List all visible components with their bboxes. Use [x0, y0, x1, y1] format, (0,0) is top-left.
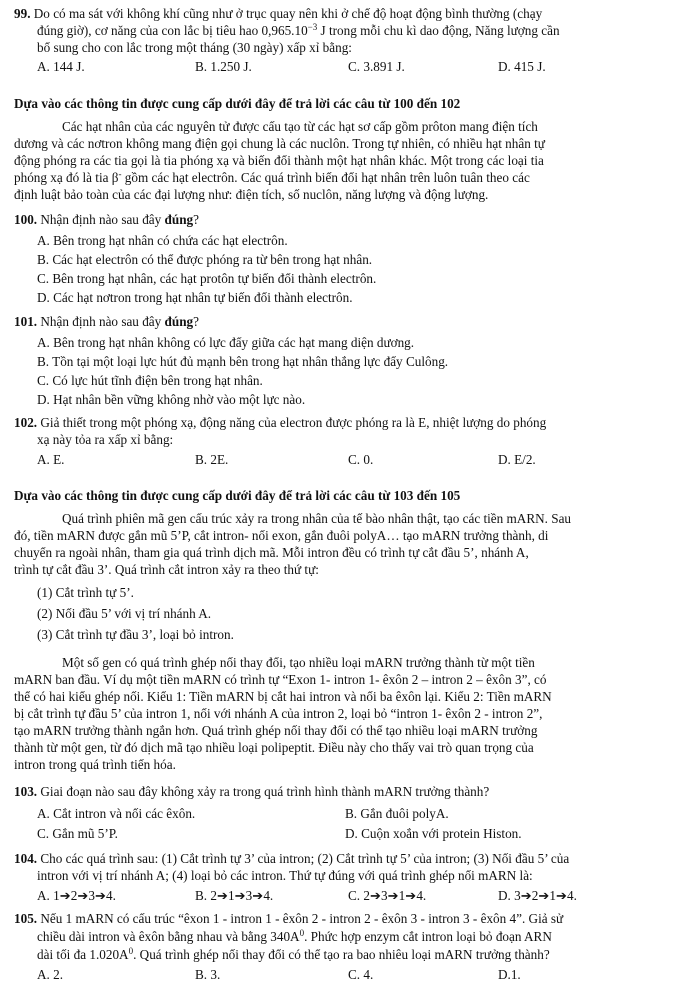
q101-stem — [14, 314, 199, 330]
q104-text: Cho các quá trình sau: (1) Cắt trình tự 3’ của intron; (2) Cắt trình tự 5’ của intron; (3) Nối đầu 5’ của — [37, 851, 570, 866]
q105-line3 — [37, 947, 550, 963]
q102-option-c: C. 0. — [348, 452, 374, 467]
section2-paragraph2-line1: Một số gen có quá trình ghép nối thay đổi, tạo nhiều loại mARN trưởng thành từ một tiền — [62, 655, 535, 670]
q104-option-c: C. 2➔3➔1➔4. — [348, 888, 427, 903]
q100-stem — [14, 212, 199, 228]
q105-superscript-2: 0 — [128, 946, 134, 956]
section2-paragraph2-line5: tạo mARN trưởng thành ngắn hơn. Quá trình ghép nối thay đổi có thể tạo nhiều loại mARN trưởng — [14, 723, 538, 738]
q99-text: Do có ma sát với không khí cũng như ở trục quay nên khi ở chế độ hoạt động bình thường (chạy — [30, 6, 543, 21]
q99-option-a: A. 144 J. — [37, 59, 85, 74]
q101-keyword: đúng — [164, 314, 194, 329]
section2-step-3: (3) Cắt trình tự đầu 3’, loại bỏ intron. — [37, 627, 234, 642]
q102-number: 102. — [14, 415, 38, 430]
q101-text: Nhận định nào sau đây — [37, 314, 165, 329]
q104-number: 104. — [14, 851, 38, 866]
q99-option-c: C. 3.891 J. — [348, 59, 405, 74]
q102-option-a: A. E. — [37, 452, 65, 467]
q101-option-d: D. Hạt nhân bền vững không nhờ vào một lực nào. — [37, 392, 306, 407]
section2-paragraph1-line4: trình tự cắt đầu 3’. Quá trình cắt intron xảy ra theo thứ tự: — [14, 562, 319, 577]
section2-paragraph2-line4: bị cắt trình tự đầu 5’ của intron 1, nối với nhánh A của intron 2, loại bỏ “intron 1- êxôn 2 - intron 2”, — [14, 706, 543, 721]
q99-number: 99. — [14, 6, 31, 21]
q102-line2: xạ này tỏa ra xấp xỉ bằng: — [37, 432, 174, 447]
section1-text-b: gồm các hạt electrôn. Các quá trình biến đổi hạt nhân trên luôn tuân theo các — [121, 170, 530, 185]
q100-text: Nhận định nào sau đây — [37, 212, 165, 227]
q105-text-d: . Quá trình ghép nối thay đổi có thể tạo ra bao nhiêu loại mARN trưởng thành? — [133, 947, 550, 962]
q100-keyword: đúng — [164, 212, 194, 227]
q104-option-b: B. 2➔1➔3➔4. — [195, 888, 274, 903]
q100-option-d: D. Các hạt nơtron trong hạt nhân tự biến đổi thành electrôn. — [37, 290, 353, 305]
q103-option-c: C. Gắn mũ 5’P. — [37, 826, 118, 841]
q104-line1 — [14, 851, 569, 867]
q105-option-d: D.1. — [498, 967, 521, 982]
q103-number: 103. — [14, 784, 38, 799]
q101-number: 101. — [14, 314, 38, 329]
q101-option-b: B. Tồn tại một loại lực hút đủ mạnh bên trong hạt nhân thắng lực đẩy Culông. — [37, 354, 449, 369]
section1-paragraph-line5: định luật bảo toàn của các đại lượng như: điện tích, số nuclôn, năng lượng và động lượng. — [14, 187, 489, 202]
q104-option-d: D. 3➔2➔1➔4. — [498, 888, 577, 903]
section1-paragraph-line2: dương và các nơtron không mang điện gọi chung là các nuclôn. Trong tự nhiên, có nhiều hạt nhân tự — [14, 136, 545, 151]
q99-line3: bổ sung cho con lắc trong một tháng (30 ngày) xấp xỉ bằng: — [37, 40, 352, 55]
section1-text-a: phóng xạ đó là tia β — [14, 170, 119, 185]
q105-line1 — [14, 911, 563, 927]
q103-option-a: A. Cắt intron và nối các êxôn. — [37, 806, 196, 821]
q100-option-a: A. Bên trong hạt nhân có chứa các hạt electrôn. — [37, 233, 288, 248]
section2-paragraph2-line6: thành từ một gen, từ đó dịch mã tạo nhiều loại polipeptit. Điều này cho thấy vai trò quan trọng của — [14, 740, 534, 755]
q105-text-c: dài tối đa 1.020A — [37, 947, 129, 962]
q102-option-d: D. E/2. — [498, 452, 536, 467]
q101-option-a: A. Bên trong hạt nhân không có lực đẩy giữa các hạt mang diện dương. — [37, 335, 415, 350]
q103-text: Giai đoạn nào sau đây không xảy ra trong quá trình hình thành mARN trưởng thành? — [37, 784, 490, 799]
q105-option-b: B. 3. — [195, 967, 221, 982]
section2-heading: Dựa vào các thông tin được cung cấp dưới đây để trả lời các câu từ 103 đến 105 — [14, 488, 461, 503]
q101-option-c: C. Có lực hút tĩnh điện bên trong hạt nhân. — [37, 373, 263, 388]
section2-paragraph1-line3: chuyển ra ngoài nhân, tham gia quá trình dịch mã. Mỗi intron đều có trình tự cắt đầu 5’, nhánh A, — [14, 545, 529, 560]
q100-option-c: C. Bên trong hạt nhân, các hạt protôn tự biến đổi thành electrôn. — [37, 271, 377, 286]
q99-option-d: D. 415 J. — [498, 59, 546, 74]
q105-option-a: A. 2. — [37, 967, 64, 982]
q99-text-a: đúng giờ), cơ năng của con lắc bị tiêu hao 0,965.10 — [37, 23, 308, 38]
q105-number: 105. — [14, 911, 38, 926]
q103-option-b: B. Gắn đuôi polyA. — [345, 806, 449, 821]
q100-option-b: B. Các hạt electrôn có thể được phóng ra từ bên trong hạt nhân. — [37, 252, 373, 267]
q105-text-b: . Phức hợp enzym cắt intron loại bỏ đoạn ARN — [304, 929, 552, 944]
q105-text: Nếu 1 mARN có cấu trúc “êxon 1 - intron 1 - êxôn 2 - intron 2 - êxôn 3 - intron 3 - êxôn 4”. Giả sử — [37, 911, 564, 926]
section2-paragraph1-line2: đó, tiền mARN được gắn mũ 5’P, cắt intron- nối exon, gắn đuôi polyA… tạo mARN trưởng thành, di — [14, 528, 549, 543]
section2-step-1: (1) Cắt trình tự 5’. — [37, 585, 134, 600]
section2-step-2: (2) Nối đầu 5’ với vị trí nhánh A. — [37, 606, 212, 621]
q105-line2 — [37, 929, 552, 945]
section2-paragraph1-line1: Quá trình phiên mã gen cấu trúc xảy ra trong nhân của tế bào nhân thật, tạo các tiền mARN. Sau — [62, 511, 572, 526]
section1-paragraph-line4 — [14, 170, 530, 186]
q104-option-a: A. 1➔2➔3➔4. — [37, 888, 116, 903]
section1-heading: Dựa vào các thông tin được cung cấp dưới đây để trả lời các câu từ 100 đến 102 — [14, 96, 461, 111]
section2-paragraph2-line2: mARN ban đầu. Ví dụ một tiền mARN có trình tự “Exon 1- intron 1- êxôn 2 – intron 2 – êxôn 3”, có — [14, 672, 547, 687]
q99-option-b: B. 1.250 J. — [195, 59, 252, 74]
q103-stem — [14, 784, 489, 800]
q104-line2: intron với vị trí nhánh A; (4) loại bỏ các intron. Thứ tự đúng với quá trình ghép nối mARN là: — [37, 868, 533, 883]
section2-paragraph2-line3: thể có hai kiểu ghép nối. Kiểu 1: Tiền mARN bị cắt hai intron và nối ba êxôn lại. Kiểu 2: Tiền mARN — [14, 689, 552, 704]
section2-paragraph2-line7: intron trong quá trình tiến hóa. — [14, 757, 176, 772]
q102-option-b: B. 2E. — [195, 452, 229, 467]
q103-option-d: D. Cuộn xoắn với protein Histon. — [345, 826, 522, 841]
section1-paragraph-line1: Các hạt nhân của các nguyên tử được cấu tạo từ các hạt sơ cấp gồm prôton mang điện tích — [62, 119, 538, 134]
q100-end: ? — [193, 212, 199, 227]
q99-line1 — [14, 6, 542, 22]
q99-text-b: J trong mỗi chu kì dao động, Năng lượng cần — [317, 23, 560, 38]
q102-text: Giả thiết trong một phóng xạ, động năng của electron được phóng ra là E, nhiệt lượng do phóng — [37, 415, 547, 430]
q99-line2 — [37, 23, 560, 39]
q105-option-c: C. 4. — [348, 967, 374, 982]
q105-text-a: chiều dài intron và êxôn bằng nhau và bằng 340A — [37, 929, 300, 944]
q105-superscript-1: 0 — [299, 928, 305, 938]
section1-paragraph-line3: động phóng ra các tia gọi là tia phóng xạ và biến đổi thành một hạt nhân khác. Một trong các loại tia — [14, 153, 544, 168]
q100-number: 100. — [14, 212, 38, 227]
beta-superscript: - — [118, 169, 122, 179]
q101-end: ? — [193, 314, 199, 329]
q99-exponent: −3 — [307, 22, 318, 32]
q102-line1 — [14, 415, 546, 431]
